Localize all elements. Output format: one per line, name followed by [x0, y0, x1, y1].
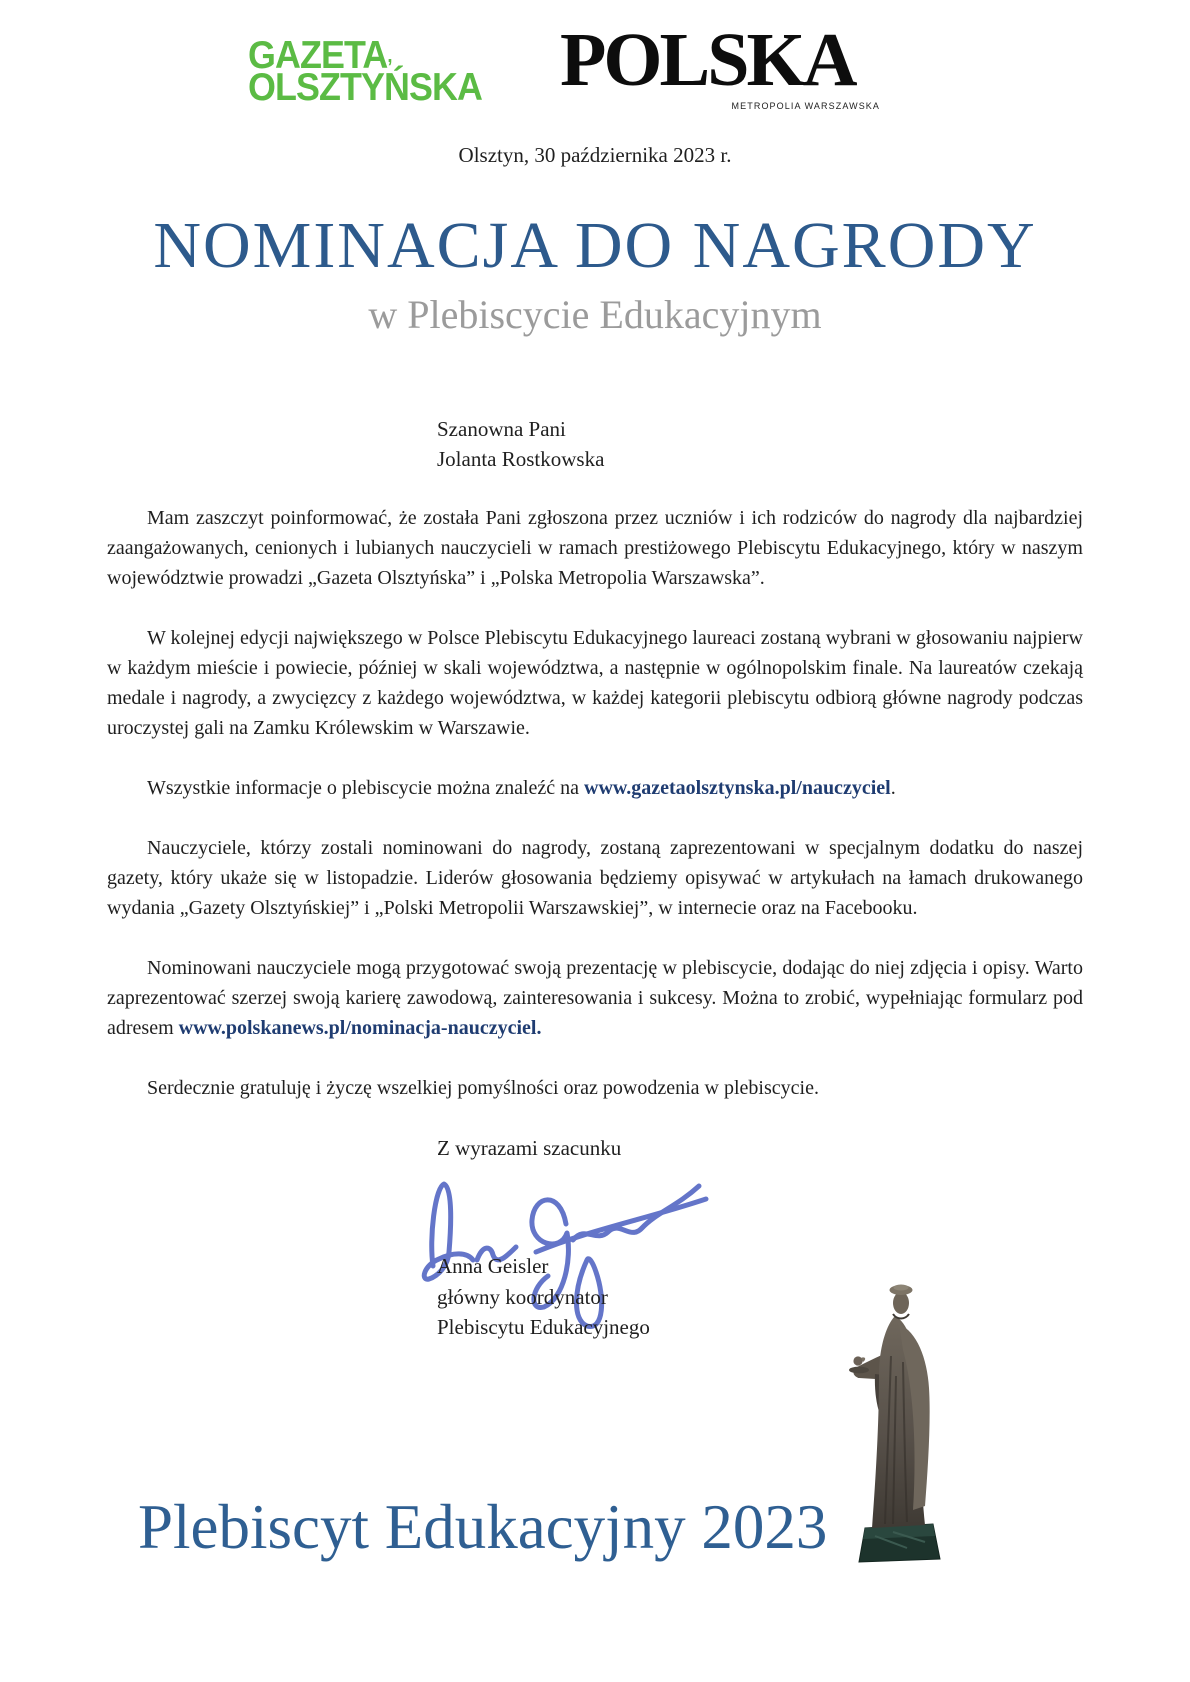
paragraph-text: Nauczyciele, którzy zostali nominowani do nagrody, zostaną zaprezentowani w specjalnym dodatku do naszej gazety, który ukaże się w listopadzie. Liderów głosowania będziemy opisywać w artykułach na łamach drukowanego wydania „Gazety Olsztyńskiej” i „Polski Metropolii Warszawskiej”, w internecie oraz na Facebooku.: [107, 837, 1083, 919]
body-paragraph: [107, 1073, 1083, 1103]
recipient-name: Jolanta Rostkowska: [437, 447, 605, 471]
body-paragraph: [107, 833, 1083, 923]
inline-link[interactable]: www.polskanews.pl/nominacja-nauczyciel.: [178, 1017, 542, 1039]
body-paragraph: [107, 953, 1083, 1043]
body-paragraph: [107, 503, 1083, 593]
page-subtitle: w Plebiscycie Edukacyjnym: [368, 292, 822, 337]
body-paragraph: [107, 773, 1083, 803]
body-paragraph: [107, 623, 1083, 743]
signer-block: [437, 1251, 650, 1343]
valediction: Z wyrazami szacunku: [437, 1136, 622, 1160]
page-title: NOMINACJA DO NAGRODY: [153, 209, 1037, 282]
inline-link[interactable]: www.gazetaolsztynska.pl/nauczyciel: [584, 777, 891, 799]
paragraph-text: Wszystkie informacje o plebiscycie można znaleźć na: [147, 777, 585, 799]
paragraph-text: Nominowani nauczyciele mogą przygotować swoją prezentację w plebiscycie, dodając do niej zdjęcia i opisy. Warto zaprezentować szerzej swoją karierę zawodową, zainteresowania i sukcesy. Można to zrobić, wypełniając formularz pod adresem: [107, 957, 1083, 1039]
signer-role-line2: Plebiscytu Edukacyjnego: [437, 1315, 650, 1339]
footer-banner: Plebiscyt Edukacyjny 2023: [138, 1492, 828, 1562]
paragraph-text: Serdecznie gratuluję i życzę wszelkiej pomyślności oraz powodzenia w plebiscycie.: [147, 1077, 819, 1099]
recipient-block: [437, 414, 604, 474]
date-line: Olsztyn, 30 października 2023 r.: [458, 143, 732, 167]
paragraph-text: W kolejnej edycji największego w Polsce Plebiscytu Edukacyjnego laureaci zostaną wybrani w głosowaniu najpierw w każdym mieście i powiecie, później w skali województwa, a następnie w ogólnopolskim finale. Na laureatów czekają medale i nagrody, a zwycięzcy z każdego województwa, w każdej kategorii plebiscytu odbiorą główne nagrody podczas uroczystej gali na Zamku Królewskim w Warszawie.: [107, 627, 1083, 739]
gazeta-olsztynska-logo: [248, 34, 482, 109]
statuette-image: [845, 1266, 953, 1566]
letter-body: [107, 503, 1083, 1133]
signer-name: Anna Geisler: [437, 1254, 549, 1278]
gazeta-logo-mark: ,: [387, 45, 393, 67]
gazeta-logo-line2: OLSZTYŃSKA: [248, 66, 482, 109]
polska-logo-subtitle: METROPOLIA WARSZAWSKA: [731, 101, 880, 111]
paragraph-text: .: [890, 777, 896, 799]
paragraph-text: Mam zaszczyt poinformować, że została Pani zgłoszona przez uczniów i ich rodziców do nagrody dla najbardziej zaangażowanych, cenionych i lubianych nauczycieli w ramach prestiżowego Plebiscytu Edukacyjnego, który w naszym województwie prowadzi „Gazeta Olsztyńska” i „Polska Metropolia Warszawska”.: [107, 507, 1083, 589]
polska-logo: POLSKA: [560, 18, 855, 102]
gazeta-logo-line1: GAZETA: [248, 34, 388, 77]
recipient-salutation: Szanowna Pani: [437, 417, 566, 441]
signer-role-line1: główny koordynator: [437, 1284, 608, 1309]
